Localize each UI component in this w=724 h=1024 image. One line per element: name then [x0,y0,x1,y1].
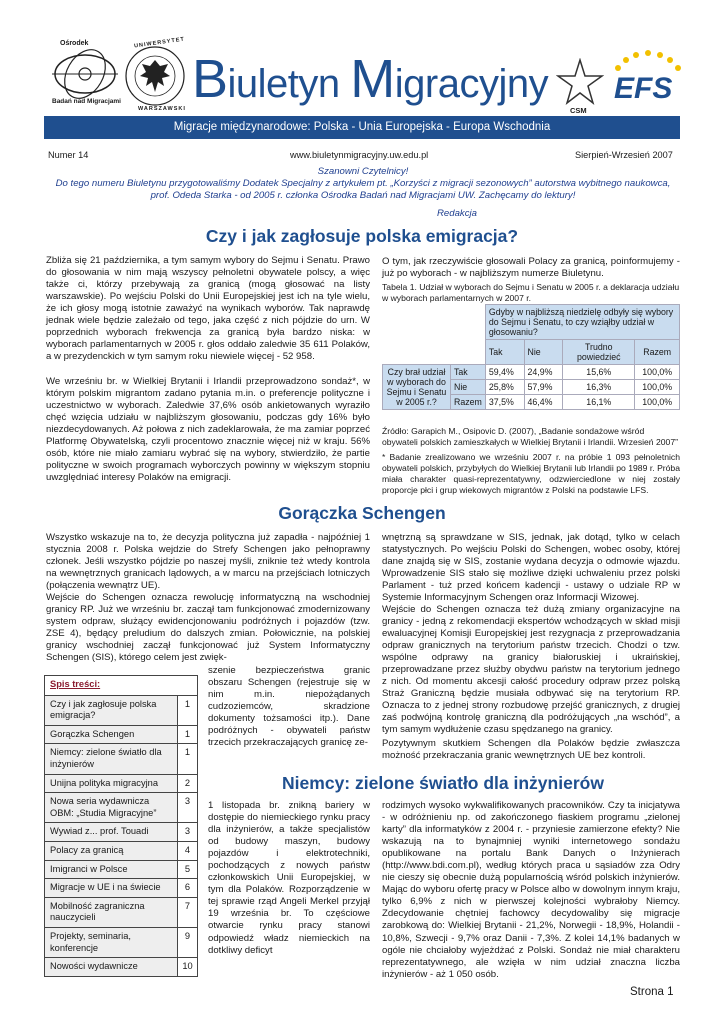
header-banner: Migracje międzynarodowe: Polska - Unia Europejska - Europa Wschodnia [44,116,680,139]
editorial-intro [46,166,680,203]
toc-item-title: Polacy za granicą [45,842,177,860]
efs-label: EFS [614,72,673,105]
crest-bottom-text: WARSZAWSKI [138,106,186,112]
toc-item[interactable] [45,879,197,898]
table-col-header: Tak [485,340,524,365]
article2-paragraph-2: Wejście do Schengen oznacza rewolucję informatyczną na wschodniej granicy RP. Już we wrześniu br. zaczął tam funkcjonować zmodernizowany system odpraw, służący ewidencjonowaniu podróżnych i pojazdów (tzw. ZSE 4), będący preludium do dalszych zmian. Połowicznie, na polskiej granicy wschodniej zaczął funkcjonować już System Informatyczny Schengen (SIS), którego celem jest zwięk- [46,592,370,664]
masthead-initial-m: M [350,49,395,109]
table-cell: 16,1% [563,395,635,410]
article1-title: Czy i jak zagłosuje polska emigracja? [205,226,519,246]
article1-paragraph-2: We wrześniu br. w Wielkiej Brytanii i Irlandii przeprowadzono sondaż*, w którym polskim migrantom zadano pytania m.in. o preferencje polityczne i uczestnictwo w wyborach. Zaledwie 37,6% osób ankietowanych wyraziło chęć wzięcia udziału w najbliższym głosowaniu, podczas gdy 16% było niezdecydowanych. Aż połowa z nich zadeklarowała, że ma zamiar poprzeć Platformę Obywatelską, czyli procentowo znacznie więcej niż w kraju. 56% osób, które nie miało zamiaru wybrać się na wybory, stwierdziło, że partie polityczne w swoich programach wyborczych powinny w większym stopniu uwzględniać interesy Polaków na emigracji. [46,376,370,484]
table-corner [383,305,486,365]
toc-item-title: Czy i jak zagłosuje polska emigracja? [45,696,177,725]
toc-item-page: 3 [177,823,197,841]
toc-item[interactable] [45,842,197,861]
toc-item-page: 5 [177,861,197,879]
article1-paragraph-1: Zbliża się 21 października, a tym samym wybory do Sejmu i Senatu. Prawo do głosowania w nim mają wszyscy pełnoletni obywatele polscy, a więc także ci, którzy przebywają za granicą (mogą głosować na listy warszawskie). Po wejściu Polski do Unii Europejskiej jest ich na tyle wielu, że ich głosy mogą istotnie zaważyć na wynikach wyborów. Tak naprawdę jednak wiele będzie zależało od tego, jaka część z nich pójdzie do urn. W poprzednich wyborach frekwencja za granicą była bardzo niska: w wyborach parlamentarnych w 2005 r. głos oddało zaledwie 35 611 Polaków, a w prezydenckich w tym samym roku niewiele więcej - 52 958. [46,255,370,363]
eagle-icon [124,42,186,112]
intro-signature: Redakcja [437,208,477,219]
table-col-header: Nie [524,340,563,365]
toc-item[interactable] [45,928,197,958]
article2-paragraph-4: Wejście do Schengen oznacza też dużą zmiany organizacyjne na granicy - jedną z rekomendacji ekspertów wchodzących w skład misji ewaluacyjnej Komisji Europejskiej jest rezygnacja z przeprowadzania odpraw granicznych na terytorium państw trzecich. Chodzi o tzw. wspólne odprawy na granicy białoruskiej i ukraińskiej, przeprowadzane przez służby obydwu państw na terytorium jednego z nich. Od momentu akcesji całość procedury odpraw przez polską Straż Graniczną będzie musiała odbywać się na terytorium RP. Oznacza to z jednej strony rozbudowę przejść granicznych, z drugiej zaś podwójną kontrolę graniczną dla podróżujących „na wschód”, a tym samym wydłużenie czasu spędzanego na granicy. [382,604,680,736]
toc-item-page: 7 [177,898,197,927]
table-cell: 59,4% [485,365,524,380]
toc-item[interactable] [45,958,197,976]
vote-table [382,304,680,410]
table-col-header: Trudno powiedzieć [563,340,635,365]
toc-item-page: 2 [177,775,197,793]
masthead-title [192,48,548,110]
toc-item-page: 3 [177,793,197,822]
toc-item[interactable] [45,726,197,745]
table-cell: 15,6% [563,365,635,380]
toc-item[interactable] [45,744,197,774]
obm-logo [44,40,126,106]
csm-logo [556,58,604,116]
obm-logo-top-text: Ośrodek [60,40,89,47]
toc-item-title: Niemcy: zielone światło dla inżynierów [45,744,177,773]
toc-item-page: 6 [177,879,197,897]
efs-logo [610,48,686,110]
table-of-contents [44,675,198,977]
intro-greeting: Szanowni Czytelnicy! [317,166,409,177]
article3-paragraph-1: 1 listopada br. znikną bariery w dostępie do niemieckiego rynku pracy dla inżynierów, a także specjalistów od budowy maszyn, budowy pojazdów i elektrotechniki, pochodzących z nowych państw członkowskich Unii Europejskiej, w tym dla Polaków. Rozporządzenie w tej sprawie rząd Angeli Merkel przyjął 19 września br. To częściowe otwarcie rynku pracy stanowi odpowiedź władz niemieckich na dotkliwy deficyt [208,800,370,956]
intro-line2: prof. Odeda Starka - od 2005 r. członka Ośrodka Badań nad Migracjami UW. Zachęcamy do lektury! [150,190,576,202]
table-row-group: Czy brał udział w wyborach do Sejmu i Senatu w 2005 r.? [383,365,451,410]
toc-item-page: 1 [177,744,197,773]
toc-item-title: Projekty, seminaria, konferencje [45,928,177,957]
obm-logo-bottom-text: Badań nad Migracjami [52,98,121,105]
table-caption: Tabela 1. Udział w wyborach do Sejmu i Senatu w 2005 r. a deklaracja udziału w wyborach parlamentarnych w 2007 r. [382,282,680,303]
toc-item-title: Imigranci w Polsce [45,861,177,879]
toc-item-title: Nowości wydawnicze [45,958,177,976]
toc-item[interactable] [45,898,197,928]
toc-item-title: Nowa seria wydawnicza OBM: „Studia Migracyjne” [45,793,177,822]
toc-item[interactable] [45,775,197,794]
obm-logo-graphic [44,40,126,106]
toc-item-page: 4 [177,842,197,860]
table-col-header: Razem [635,340,680,365]
issue-number: Numer 14 [48,150,89,160]
table-cell: 100,0% [635,365,680,380]
table-cell: 46,4% [524,395,563,410]
toc-item-title: Gorączka Schengen [45,726,177,744]
toc-item[interactable] [45,861,197,880]
intro-line1: Do tego numeru Biuletynu przygotowaliśmy Dodatek Specjalny z artykułem pt. „Korzyści z migracji sezonowych” autorstwa wybitnego naukowca, [55,178,671,190]
table-row [383,365,680,380]
table-cell: 100,0% [635,395,680,410]
table-cell: 57,9% [524,380,563,395]
table-column-group: Gdyby w najbliższą niedzielę odbyły się wybory do Sejmu i Senatu, to czy wziąłby udział w głosowaniu? [485,305,679,340]
article2-title: Gorączka Schengen [278,503,446,523]
masthead-part2: igracyjny [394,62,549,106]
article3-title: Niemcy: zielone światło dla inżynierów [282,773,604,793]
page-number: Strona 1 [630,986,674,998]
csm-label: CSM [570,106,587,115]
table-row-label: Razem [451,395,486,410]
article2-paragraph-2-continued: szenie bezpieczeństwa granic obszaru Schengen (rejestruje się w nim m.in. niepożądanych cudzoziemców, skradzione dokumenty tożsamości itp.). Dane podróżnych - obywateli państw trzecich przekraczających granicę ze- [208,665,370,749]
article2-paragraph-3: wnętrzną są sprawdzane w SIS, jednak, jak dotąd, tylko w celach statystycznych. Po wejściu Polski do Schengen, wobec osoby, której dane znajdą się w SIS, zostanie wydana decyzja o odmowie wjazdu. Wprowadzenie SIS stało się możliwe dzięki uchwaleniu przez polski Parlament - tuż przed końcem kadencji - ustawy o udziale RP w Systemie Informacyjnym Schengen oraz Informacji Wizowej. [382,532,680,604]
issue-date: Sierpień-Wrzesień 2007 [575,150,673,160]
table-cell: 16,3% [563,380,635,395]
toc-item-page: 10 [177,958,197,976]
website-link[interactable]: www.biuletynmigracyjny.uw.edu.pl [290,150,429,160]
toc-header: Spis treści: [45,676,197,696]
toc-item-page: 9 [177,928,197,957]
survey-footnote: * Badanie zrealizowano we wrześniu 2007 r. na próbie 1 093 pełnoletnich obywateli polskich, przybyłych do Wielkiej Brytanii lub Irlandii po 1989 r. Próba miała charakter quasi-reprezentatywny, odzwierciedlone w niej zostały proporcje płci i grup wiekowych migrantów z Polski na podstawie LFS. [382,452,680,495]
table-header-group-row [383,305,680,340]
toc-item-title: Unijna polityka migracyjna [45,775,177,793]
table-source: Źródło: Garapich M., Osipovic D. (2007), „Badanie sondażowe wśród obywateli polskich zamieszkałych w Wielkiej Brytanii i Irlandii. Wrzesień 2007” [382,426,678,447]
table-row-label: Nie [451,380,486,395]
masthead-part1: iuletyn [227,62,351,106]
crest-top-text: UNIWERSYTET [133,36,186,50]
table-cell: 24,9% [524,365,563,380]
toc-item-page: 1 [177,696,197,725]
table-cell: 37,5% [485,395,524,410]
toc-item-title: Wywiad z... prof. Touadi [45,823,177,841]
toc-item-page: 1 [177,726,197,744]
article3-paragraph-2: rodzimych wysoko wykwalifikowanych pracowników. Czy ta inicjatywa - w odróżnieniu np. od zakończonego fiaskiem programu „zielonej karty” dla informatyków z 2004 r. - przyniesie zamierzone efekty? Nie wskazują na to bynajmniej wyniki internetowego sondażu opublikowane na portalu Bank Danych o Inżynierach (http://www.bdi.com.pl), według których praca u sąsiadów zza Odry nie cieszy się obecnie dużą popularnością wśród polskich inżynierów. Mając do wyboru ofertę pracy w Polsce albo w dowolnym innym kraju, tylko 6,9% z nich w pierwszej kolejności wybrałoby Niemcy. Zdecydowanie chętniej fachowcy decydowaliby się migracje zarobkową do: Wielkiej Brytanii - 21,2%, Norwegii - 18,9%, Holandii - 10,8%, Szwecji - 9,7% oraz Danii - 7,3%. Z kolei 14,1% badanych w ogóle nie chciałoby wyjeżdżać z Polski. Sondaż nie miał charakteru reprezentatywnego, ale wzięła w nim udział znaczna liczba inżynierów - aż 1 050 osób. [382,800,680,980]
toc-item[interactable] [45,823,197,842]
university-crest [124,36,186,112]
article2-paragraph-1: Wszystko wskazuje na to, że decyzja polityczna już zapadła - najpóźniej 1 stycznia 2008 r. Polska wejdzie do Strefy Schengen jako pełnoprawny członek. Jeśli wszystko pójdzie po naszej myśli, zniknie też wtedy kontrola na wewnętrznych granicach lądowych, a w marcu na przejściach lotniczych (połączenia wewnątrz UE). [46,532,370,592]
article2-paragraph-5: Pozytywnym skutkiem Schengen dla Polaków będzie zwłaszcza możność przekraczania granic wewnętrznych UE bez kontroli. [382,738,680,762]
table-cell: 25,8% [485,380,524,395]
article1-paragraph-3: O tym, jak rzeczywiście głosowali Polacy za granicą, poinformujemy - już po wyborach - w najbliższym numerze Biuletynu. [382,256,680,280]
table-row-label: Tak [451,365,486,380]
csm-star-icon [556,58,604,106]
table-cell: 100,0% [635,380,680,395]
toc-item[interactable] [45,793,197,823]
masthead-initial-b: B [192,49,228,109]
toc-item[interactable] [45,696,197,726]
toc-item-title: Migracje w UE i na świecie [45,879,177,897]
toc-item-title: Mobilność zagraniczna nauczycieli [45,898,177,927]
